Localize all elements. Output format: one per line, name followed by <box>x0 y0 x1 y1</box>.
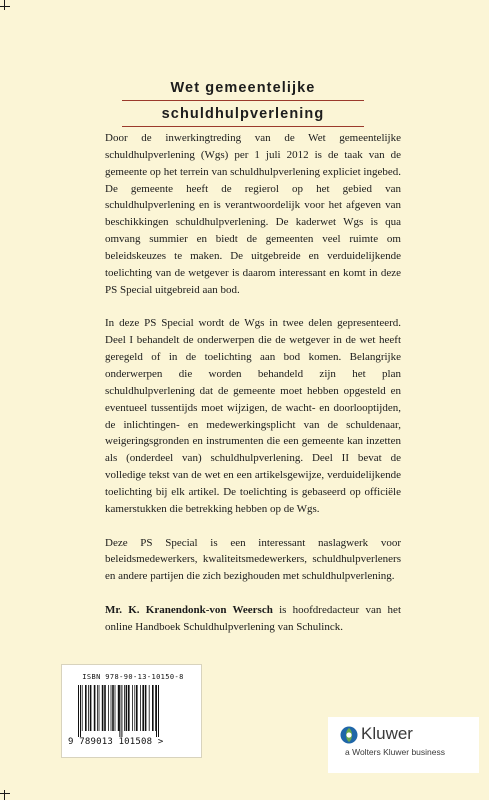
crop-mark <box>4 790 5 800</box>
barcode-bar <box>118 685 120 731</box>
title-line-1: Wet gemeentelijke <box>170 80 316 96</box>
publisher-name: Kluwer <box>361 724 413 743</box>
blurb-paragraph-1: Door de inwerkingtreding van de Wet gemeentelijke schuldhulpverlening (Wgs) per 1 juli 2012 is de taak van de gemeente op het terrein van schuldhulpverlening expliciet ingebed. De gemeente heeft de regierol op het gebied van schuldhulpverlening en is verantwoordelijk voor het afgeven van beschikkingen schuldhulpverlening. De kaderwet Wgs is qua omvang summier en biedt de gemeenten veel ruimte om beleidskeuzes te maken. De uitgebreide en verduidelijkende toelichting van de wetgever is daarom interessant en komt in deze PS Special uitgebreid aan bod. <box>105 132 401 296</box>
barcode-bar <box>94 685 96 731</box>
publisher-tagline: a Wolters Kluwer business <box>345 747 445 757</box>
barcode-bar <box>149 685 150 731</box>
barcode-bar <box>82 685 83 731</box>
isbn-label: ISBN 978-90-13-10150-8 <box>82 673 184 681</box>
kluwer-globe-icon <box>340 726 358 744</box>
barcode-bar <box>128 685 130 731</box>
title-line-2: schuldhulpverlening <box>161 106 325 122</box>
blurb-paragraph-3: Deze PS Special is een interessant naslagwerk voor beleidsmedewerkers, kwaliteitsmedewerkers, schuldhulpverleners en andere partijen die zich bezighouden met schuldhulpverlening. <box>105 536 401 583</box>
barcode-guard-bar <box>158 685 159 737</box>
barcode-bar <box>102 685 104 731</box>
publisher-logo <box>328 717 479 773</box>
barcode-bar <box>134 685 135 731</box>
barcode-bar <box>112 685 114 731</box>
blurb-paragraph-2: In deze PS Special wordt de Wgs in twee delen gepresenteerd. Deel I behandelt de onderwerpen die de wetgever in de wet heeft geregeld of in de toelichting aan bod komen. Belangrijke onderwerpen die worden behandeld zijn het plan schuldhulpverlening dat de gemeente moet hebben opgesteld en eventueel tussentijds moet wijzigen, de wacht- en doorlooptijden, de inlichtingen- en medewerkingsplicht van de schuldenaar, weigeringsgronden en instrumenten die een gemeente kan inzetten als (onderdeel van) schuldhulpverlening. Deel II bevat de volledige tekst van de wet en een artikelsgewijze, verduidelijkende toelichting bij elk artikel. De toelichting is gebaseerd op officiële kamerstukken die betrekking hebben op de Wgs. <box>105 317 401 515</box>
barcode-bar <box>155 685 156 731</box>
blurb <box>105 130 401 636</box>
author-name: Mr. K. Kranendonk-von Weersch <box>105 604 273 617</box>
barcode-bar <box>145 685 147 731</box>
title-block <box>122 78 364 130</box>
barcode-bar <box>140 685 141 731</box>
crop-mark <box>0 6 10 7</box>
barcode-bar <box>136 685 138 731</box>
crop-mark <box>0 793 10 794</box>
barcode-bar <box>142 685 144 731</box>
barcode-guard-bar <box>121 685 122 737</box>
barcode-digits: 9 789013 101508 > <box>68 737 164 747</box>
barcode-bar <box>132 685 133 731</box>
barcode <box>61 664 202 758</box>
barcode-bar <box>108 685 109 731</box>
barcode-bar <box>124 685 125 731</box>
title-rule <box>122 100 364 101</box>
barcode-bar <box>99 685 100 731</box>
barcode-bar <box>115 685 116 731</box>
barcode-guard-bar <box>80 685 81 737</box>
title-rule <box>122 126 364 127</box>
barcode-bars <box>74 685 192 737</box>
barcode-bar <box>85 685 87 731</box>
barcode-guard-bar <box>156 685 157 737</box>
barcode-bar <box>90 685 92 731</box>
barcode-bar <box>88 685 89 731</box>
barcode-guard-bar <box>119 685 120 737</box>
barcode-bar <box>111 685 112 731</box>
barcode-bar <box>104 685 106 731</box>
barcode-guard-bar <box>78 685 79 737</box>
crop-mark <box>4 0 5 10</box>
author-bio <box>105 602 401 636</box>
kluwer-globe-core <box>346 732 351 737</box>
author-bio-text: is hoofdredacteur van het online Handboek Schuldhulpverlening van Schulinck. <box>105 604 401 633</box>
barcode-bar <box>97 685 98 731</box>
barcode-bar <box>152 685 154 731</box>
barcode-bar <box>126 685 128 731</box>
